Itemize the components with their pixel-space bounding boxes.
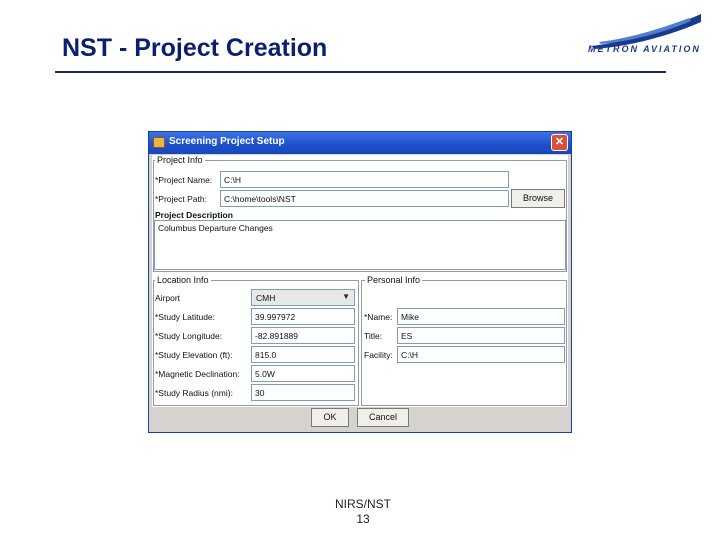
logo-text: METRON AVIATION	[588, 44, 701, 54]
project-path-label: *Project Path:	[155, 194, 207, 204]
airport-select-value: CMH	[256, 293, 276, 303]
project-info-title: Project Info	[157, 155, 203, 165]
personal-title-label: Title:	[364, 331, 383, 341]
study-elevation-field[interactable]: 815.0	[251, 346, 355, 363]
ok-button[interactable]: OK	[311, 408, 349, 427]
airport-label: Airport	[155, 293, 181, 303]
magnetic-declination-field[interactable]: 5.0W	[251, 365, 355, 382]
magnetic-declination-label: *Magnetic Declination:	[155, 369, 240, 379]
java-app-icon	[153, 137, 165, 148]
airport-select[interactable]	[251, 289, 355, 306]
project-name-field[interactable]: C:\H	[220, 171, 509, 188]
personal-title-field[interactable]: ES	[397, 327, 565, 344]
personal-facility-label: Facility:	[364, 350, 393, 360]
title-rule	[55, 71, 666, 73]
project-description-label: Project Description	[155, 210, 233, 220]
personal-facility-field[interactable]: C:\H	[397, 346, 565, 363]
study-latitude-field[interactable]: 39.997972	[251, 308, 355, 325]
browse-button[interactable]: Browse	[511, 189, 565, 208]
study-radius-field[interactable]: 30	[251, 384, 355, 401]
location-info-title: Location Info	[157, 275, 209, 285]
study-radius-label: *Study Radius (nmi):	[155, 388, 233, 398]
screening-project-setup-dialog	[148, 131, 572, 433]
slide-footer	[300, 497, 426, 527]
study-longitude-field[interactable]: -82.891889	[251, 327, 355, 344]
slide-title: NST - Project Creation	[62, 34, 328, 62]
project-description-textarea[interactable]: Columbus Departure Changes	[154, 220, 566, 270]
page-number: 13	[356, 512, 370, 526]
cancel-button[interactable]: Cancel	[357, 408, 409, 427]
project-path-field[interactable]: C:\home\tools\NST	[220, 190, 509, 207]
study-longitude-label: *Study Longitude:	[155, 331, 223, 341]
project-name-label: *Project Name:	[155, 175, 213, 185]
footer-label: NIRS/NST	[334, 497, 391, 511]
personal-info-title: Personal Info	[367, 275, 421, 285]
close-icon[interactable]: ✕	[551, 134, 568, 151]
dialog-title: Screening Project Setup	[169, 136, 285, 147]
dialog-titlebar[interactable]	[149, 132, 571, 154]
personal-name-field[interactable]: Mike	[397, 308, 565, 325]
study-latitude-label: *Study Latitude:	[155, 312, 216, 322]
study-elevation-label: *Study Elevation (ft):	[155, 350, 233, 360]
personal-name-label: *Name:	[364, 312, 393, 322]
chevron-down-icon[interactable]: ▼	[342, 292, 350, 301]
